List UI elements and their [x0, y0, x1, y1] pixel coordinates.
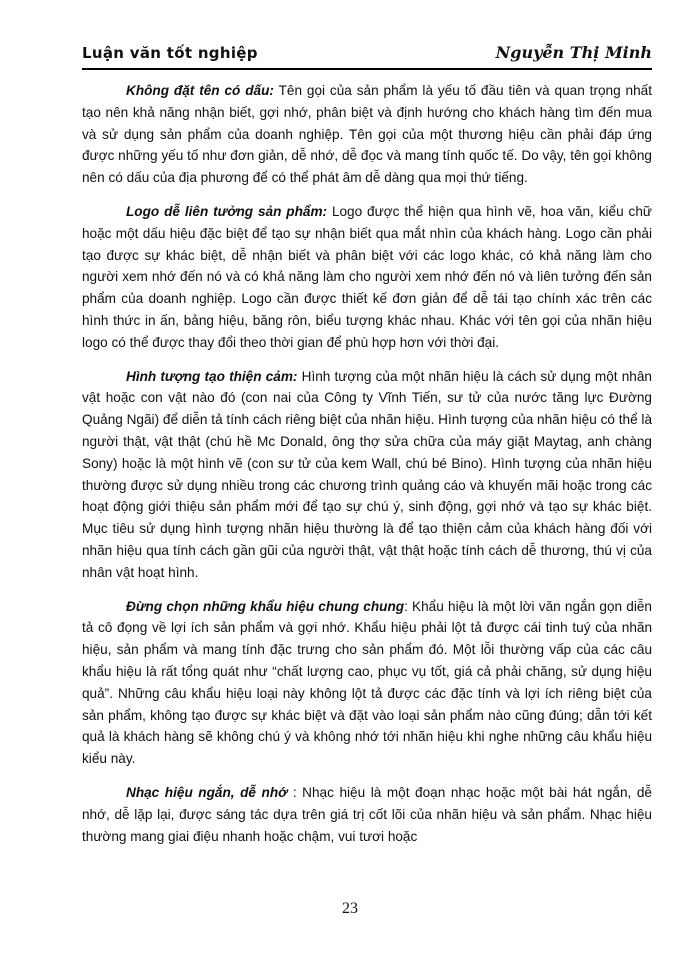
paragraph-slogan [82, 596, 652, 770]
body-text [82, 80, 652, 847]
paragraph-body: Tên gọi của sản phẩm là yếu tố đầu tiên và quan trọng nhất tạo nên khả năng nhận biết, gợi nhớ, phân biệt và định hướng cho khách hàng tìm đến mua và sử dụng sản phẩm của doanh nghiệp. Tên gọi của một thương hiệu cần phải đáp ứng được những yếu tố như đơn giản, dễ nhớ, dễ đọc và mang tính quốc tế. Do vậy, tên gọi không nên có dấu của địa phương để có thể phát âm dễ dàng qua mọi thứ tiếng. [82, 83, 652, 186]
paragraph-body: : Nhạc hiệu là một đoạn nhạc hoặc một bài hát ngắn, dễ nhớ, dễ lặp lại, được sáng tác dựa trên giá trị cốt lõi của nhãn hiệu và sản phẩm. Nhạc hiệu thường mang giai điệu nhanh hoặc chậm, vui tươi hoặc [82, 784, 652, 844]
paragraph-heading: Không đặt tên có dấu: [126, 83, 274, 98]
paragraph-no-diacritics-name [82, 80, 652, 189]
paragraph-body: : Khẩu hiệu là một lời văn ngắn gọn diễn tả cô đọng về lợi ích sản phẩm và gợi nhớ. Khẩu hiệu phải lột tả được cái tinh tuý của nhãn hiệu, sản phẩm và mang tính đặc trưng cho sản phẩm đó. Một lỗi thường vấp của các câu khẩu hiệu là rất tổng quát như “chất lượng cao, phục vụ tốt, giá cả phải chăng, sử dụng hiệu quả”. Những câu khẩu hiệu loại này không lột tả được các đặc tính và lợi ích riêng biệt của sản phẩm, không tạo được sự khác biệt và đặt vào loại sản phẩm nào cũng đúng; dẫn tới kết quả là khách hàng sẽ không chú ý và không nhớ tới nhãn hiệu khi nghe những câu khẩu hiệu kiểu này. [82, 598, 652, 767]
paragraph-jingle [82, 782, 652, 847]
thesis-label: Luận văn tốt nghiệp [82, 44, 258, 62]
paragraph-heading: Nhạc hiệu ngắn, dễ nhớ [126, 784, 288, 800]
paragraph-logo [82, 201, 652, 354]
page-header [82, 38, 652, 70]
paragraph-mascot [82, 366, 652, 584]
paragraph-heading: Đừng chọn những khẩu hiệu chung chung [126, 598, 405, 614]
paragraph-body: Hình tượng của một nhãn hiệu là cách sử dụng một nhân vật hoặc con vật nào đó (con nai của Công ty Vĩnh Tiến, sư tử của nước tăng lực Đường Quảng Ngãi) để diễn tả tính cách riêng biệt của nhãn hiệu. Hình tượng của nhãn hiệu có thể là người thật, vật thật (chú hề Mc Donald, ông thợ sửa chữa của máy giặt Maytag, anh chàng Sony) hoặc là một hình vẽ (con sư tử của kem Wall, chú bé Bino). Hình tượng của nhãn hiệu thường được sử dụng nhiều trong các chương trình quảng cáo và khuyến mãi hoặc trong các hoạt động giới thiệu sản phẩm mới để tạo sự chú ý, sinh động, gợi nhớ và tạo sự khác biệt. Mục tiêu sử dụng hình tượng nhãn hiệu thường là để tạo thiện cảm của khách hàng đối với nhãn hiệu qua tính cách gần gũi của người thật, vật thật hoặc tính cách dễ thương, thú vị của nhân vật hoạt hình. [82, 368, 652, 580]
author-name: Nguyễn Thị Minh [495, 43, 652, 62]
page-number: 23 [342, 900, 358, 917]
paragraph-heading: Hình tượng tạo thiện cảm: [126, 368, 298, 384]
paragraph-heading: Logo dễ liên tưởng sản phẩm: [126, 203, 328, 219]
paragraph-body: Logo được thể hiện qua hình vẽ, hoa văn, kiểu chữ hoặc một dấu hiệu đặc biệt để tạo sự nhận biết qua mắt nhìn của khách hàng. Logo cần phải tạo được sự khác biệt, dễ nhận biết và phân biệt với các logo khác, có khả năng làm cho người xem nhớ đến nó và có khả năng làm cho người xem nhớ đến nó và liên tưởng đến sản phẩm của doanh nghiệp. Logo cần được thiết kế đơn giản để dễ tái tạo chính xác trên các hình thức in ấn, bảng hiệu, băng rôn, biểu tượng khác nhau. Khác với tên gọi của nhãn hiệu logo có thể được thay đổi theo thời gian để phù hợp hơn với thời đại. [82, 203, 652, 350]
